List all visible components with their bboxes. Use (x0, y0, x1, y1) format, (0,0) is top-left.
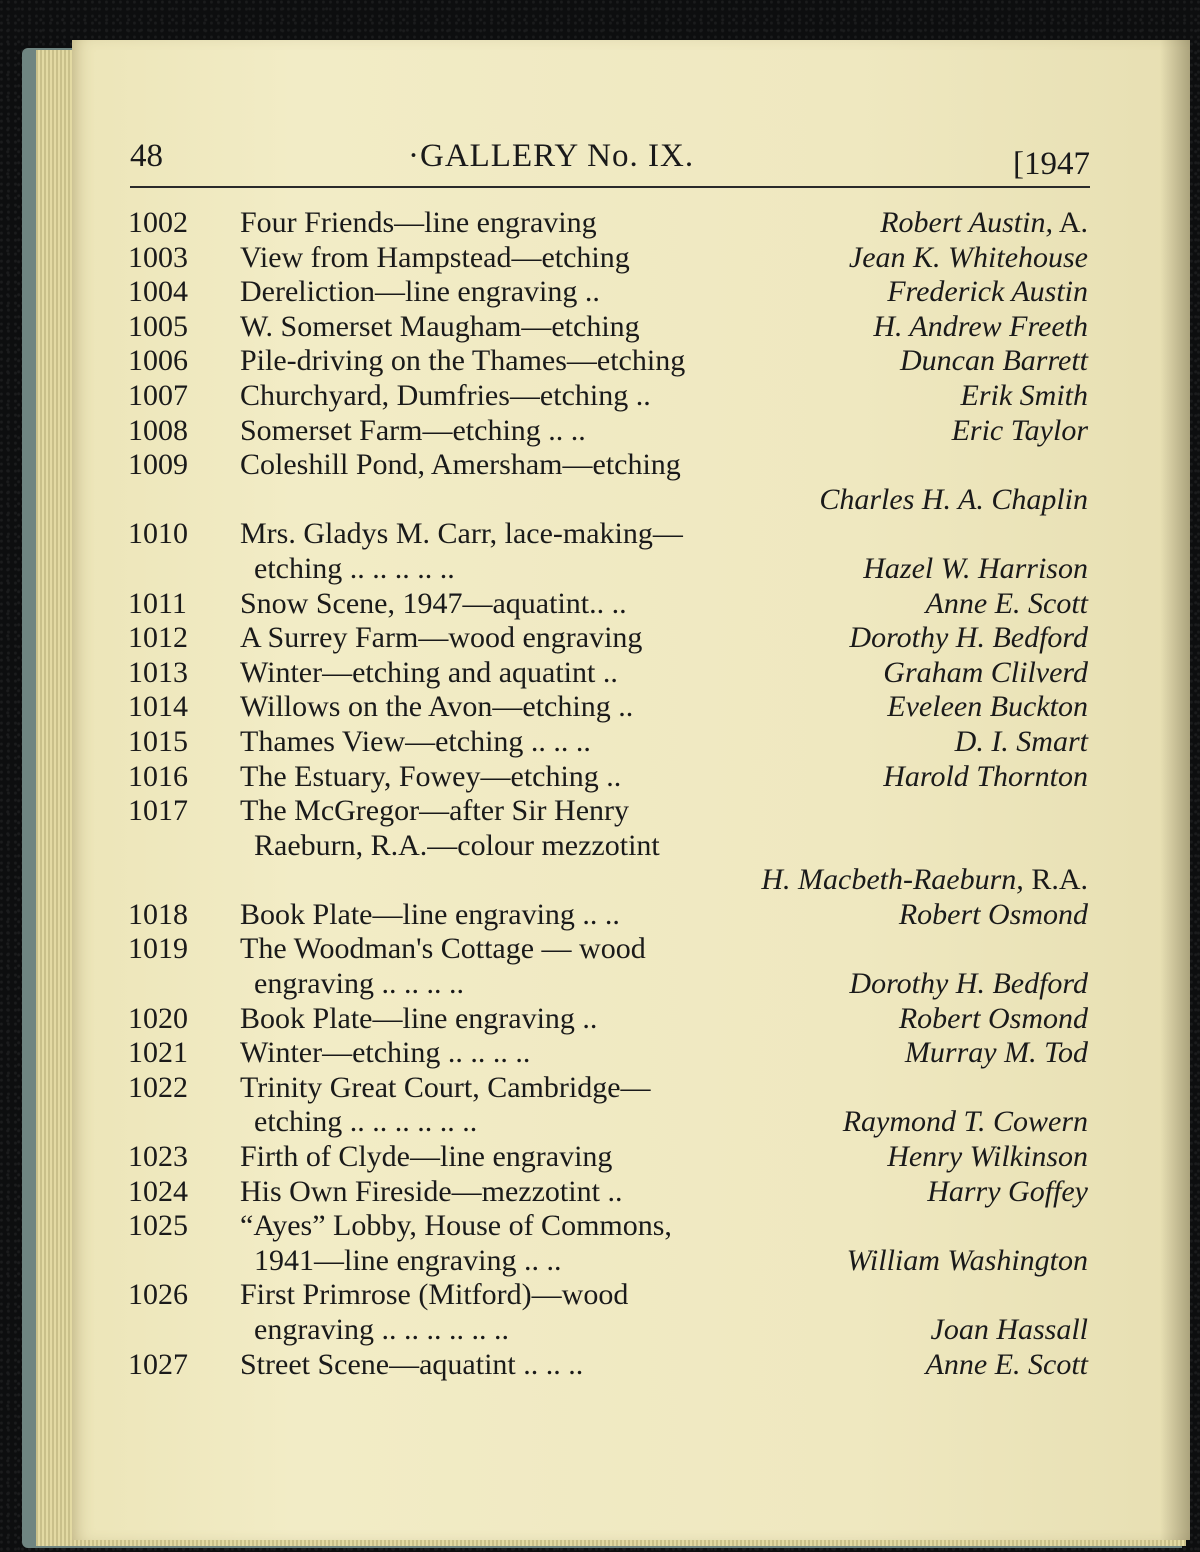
entry-number: 1005 (128, 309, 188, 343)
entry-artist: Dorothy H. Bedford (849, 967, 1088, 1001)
entry-line (128, 552, 1088, 587)
entry-artist: Anne E. Scott (925, 586, 1088, 620)
entry-number: 1018 (128, 897, 188, 931)
header-rule (130, 186, 1090, 188)
entry-number: 1008 (128, 413, 188, 447)
catalogue-entry (128, 275, 1088, 310)
entry-number: 1027 (128, 1347, 188, 1381)
entry-number: 1014 (128, 690, 188, 724)
entry-line (128, 379, 1088, 414)
entry-title: etching .. .. .. .. .. .. (254, 1105, 478, 1139)
catalogue-entry (128, 241, 1088, 276)
entry-line (128, 1244, 1088, 1279)
entry-artist: Charles H. A. Chaplin (819, 482, 1088, 516)
page-shadow (1160, 40, 1190, 1540)
entry-artist: Joan Hassall (930, 1313, 1088, 1346)
catalogue-entry (128, 587, 1088, 622)
catalogue-entry (128, 206, 1088, 241)
entry-artist: Robert Osmond (898, 1001, 1088, 1035)
entry-artist: Jean K. Whitehouse (848, 240, 1088, 274)
entry-line (128, 829, 1088, 864)
gallery-title: ·GALLERY No. IX. (408, 138, 695, 174)
catalogue-entry (128, 1209, 1088, 1278)
entry-title: Churchyard, Dumfries—etching .. (240, 378, 651, 412)
catalogue-entry (128, 448, 1088, 517)
entry-title: Pile-driving on the Thames—etching (240, 344, 686, 378)
entry-title: W. Somerset Maugham—etching (240, 309, 640, 343)
entry-line (128, 760, 1088, 795)
catalogue-entry (128, 1071, 1088, 1140)
entry-line (128, 863, 1088, 898)
catalogue-entry (128, 760, 1088, 795)
catalogue-entry (128, 725, 1088, 760)
entry-line (128, 656, 1088, 691)
catalogue-entry (128, 344, 1088, 379)
entry-number: 1017 (128, 794, 188, 828)
entry-line (128, 1348, 1088, 1383)
entry-line (128, 1209, 1088, 1244)
entry-number: 1015 (128, 724, 188, 758)
entry-line (128, 310, 1088, 345)
entry-title: Winter—etching .. .. .. .. (240, 1036, 531, 1070)
entry-artist: Erik Smith (960, 378, 1088, 412)
entry-line (128, 587, 1088, 622)
entry-title: The Estuary, Fowey—etching .. (240, 759, 622, 793)
entry-number: 1022 (128, 1070, 188, 1104)
entry-title: Somerset Farm—etching .. .. (240, 413, 586, 447)
entry-number: 1004 (128, 275, 188, 309)
entry-title: The Woodman's Cottage — wood (240, 932, 646, 966)
entry-number: 1021 (128, 1036, 188, 1070)
entry-number: 1013 (128, 655, 188, 689)
catalogue-entry (128, 898, 1088, 933)
entry-title: Trinity Great Court, Cambridge— (240, 1070, 651, 1104)
page-header (130, 138, 1090, 188)
entry-artist: Raymond T. Cowern (842, 1105, 1088, 1139)
entry-line (128, 1002, 1088, 1037)
entry-artist: D. I. Smart (954, 724, 1088, 758)
catalogue-entry (128, 656, 1088, 691)
entry-artist: Eric Taylor (951, 413, 1088, 447)
entry-title: “Ayes” Lobby, House of Commons, (240, 1209, 672, 1243)
entry-line (128, 690, 1088, 725)
entry-line (128, 1278, 1088, 1313)
entry-title: Book Plate—line engraving .. (240, 1001, 598, 1035)
catalogue-list (128, 206, 1088, 1382)
entry-line (128, 414, 1088, 449)
catalogue-entry (128, 690, 1088, 725)
entry-title: The McGregor—after Sir Henry (240, 794, 630, 828)
entry-line (128, 967, 1088, 1002)
entry-line (128, 1105, 1088, 1140)
entry-title: Winter—etching and aquatint .. (240, 655, 618, 689)
entry-title: Mrs. Gladys M. Carr, lace-making— (240, 517, 683, 551)
entry-title: Book Plate—line engraving .. .. (240, 897, 620, 931)
entry-artist: H. Macbeth-Raeburn, R.A. (761, 863, 1088, 897)
entry-artist: Harold Thornton (883, 759, 1088, 793)
entry-number: 1026 (128, 1278, 188, 1312)
entry-title: Thames View—etching .. .. .. (240, 724, 591, 758)
entry-number: 1016 (128, 759, 188, 793)
entry-line (128, 275, 1088, 310)
entry-line (128, 241, 1088, 276)
artist-suffix: R.A. (1023, 863, 1088, 897)
entry-title: engraving .. .. .. .. .. .. (254, 1313, 509, 1346)
entry-title: First Primrose (Mitford)—wood (240, 1278, 629, 1312)
entry-line (128, 1313, 1088, 1348)
catalogue-entry (128, 1002, 1088, 1037)
entry-artist: Robert Austin, A. (880, 206, 1088, 239)
entry-title: His Own Fireside—mezzotint .. (240, 1174, 623, 1208)
entry-line (128, 448, 1088, 483)
catalogue-entry (128, 1175, 1088, 1210)
catalogue-entry (128, 310, 1088, 345)
entry-line (128, 483, 1088, 518)
entry-number: 1003 (128, 240, 188, 274)
entry-title: Four Friends—line engraving (240, 206, 597, 239)
entry-artist: Harry Goffey (927, 1174, 1088, 1208)
entry-artist: Duncan Barrett (899, 344, 1088, 378)
entry-line (128, 1071, 1088, 1106)
entry-title: View from Hampstead—etching (240, 240, 630, 274)
entry-number: 1023 (128, 1140, 188, 1174)
entry-title: Firth of Clyde—line engraving (240, 1140, 613, 1174)
entry-artist: Frederick Austin (887, 275, 1088, 309)
entry-line (128, 344, 1088, 379)
entry-artist: Graham Clilverd (883, 655, 1088, 689)
catalogue-entry (128, 794, 1088, 898)
catalogue-entry (128, 1140, 1088, 1175)
entry-artist: Eveleen Buckton (887, 690, 1088, 724)
entry-title: etching .. .. .. .. .. (254, 551, 455, 585)
catalogue-entry (128, 932, 1088, 1001)
entry-line (128, 621, 1088, 656)
entry-number: 1012 (128, 621, 188, 655)
entry-number: 1011 (128, 586, 187, 620)
entry-number: 1007 (128, 378, 188, 412)
entry-number: 1002 (128, 206, 188, 239)
entry-number: 1006 (128, 344, 188, 378)
catalogue-entry (128, 1278, 1088, 1347)
entry-artist: Murray M. Tod (904, 1036, 1088, 1070)
catalogue-entry (128, 1036, 1088, 1071)
entry-line (128, 206, 1088, 241)
entry-line (128, 794, 1088, 829)
entry-number: 1025 (128, 1209, 188, 1243)
entry-number: 1010 (128, 517, 188, 551)
entry-title: Willows on the Avon—etching .. (240, 690, 634, 724)
entry-artist: William Washington (846, 1243, 1088, 1277)
catalogue-entry (128, 1348, 1088, 1383)
year: [1947 (1013, 146, 1090, 182)
entry-line (128, 1140, 1088, 1175)
entry-title: Dereliction—line engraving .. (240, 275, 600, 309)
entry-line (128, 932, 1088, 967)
entry-artist: Dorothy H. Bedford (849, 621, 1088, 655)
entry-line (128, 898, 1088, 933)
page-number: 48 (130, 138, 163, 174)
catalogue-entry (128, 414, 1088, 449)
catalogue-entry (128, 621, 1088, 656)
entry-line (128, 1175, 1088, 1210)
entry-artist: Henry Wilkinson (887, 1140, 1088, 1174)
entry-number: 1020 (128, 1001, 188, 1035)
entry-line (128, 1036, 1088, 1071)
catalogue-entry (128, 379, 1088, 414)
entry-artist: Hazel W. Harrison (863, 551, 1088, 585)
entry-title: engraving .. .. .. .. (254, 967, 464, 1001)
entry-artist: H. Andrew Freeth (873, 309, 1088, 343)
entry-title: 1941—line engraving .. .. (254, 1243, 562, 1277)
entry-number: 1024 (128, 1174, 188, 1208)
entry-artist: Anne E. Scott (925, 1347, 1088, 1381)
entry-title: Street Scene—aquatint .. .. .. (240, 1347, 584, 1381)
entry-title: Coleshill Pond, Amersham—etching (240, 448, 681, 482)
entry-title: Raeburn, R.A.—colour mezzotint (254, 828, 660, 862)
entry-number: 1019 (128, 932, 188, 966)
artist-suffix: A. (1052, 206, 1088, 239)
entry-line (128, 517, 1088, 552)
entry-number: 1009 (128, 448, 188, 482)
entry-line (128, 725, 1088, 760)
catalogue-entry (128, 517, 1088, 586)
entry-title: A Surrey Farm—wood engraving (240, 621, 643, 655)
entry-artist: Robert Osmond (898, 897, 1088, 931)
entry-title: Snow Scene, 1947—aquatint.. .. (240, 586, 627, 620)
